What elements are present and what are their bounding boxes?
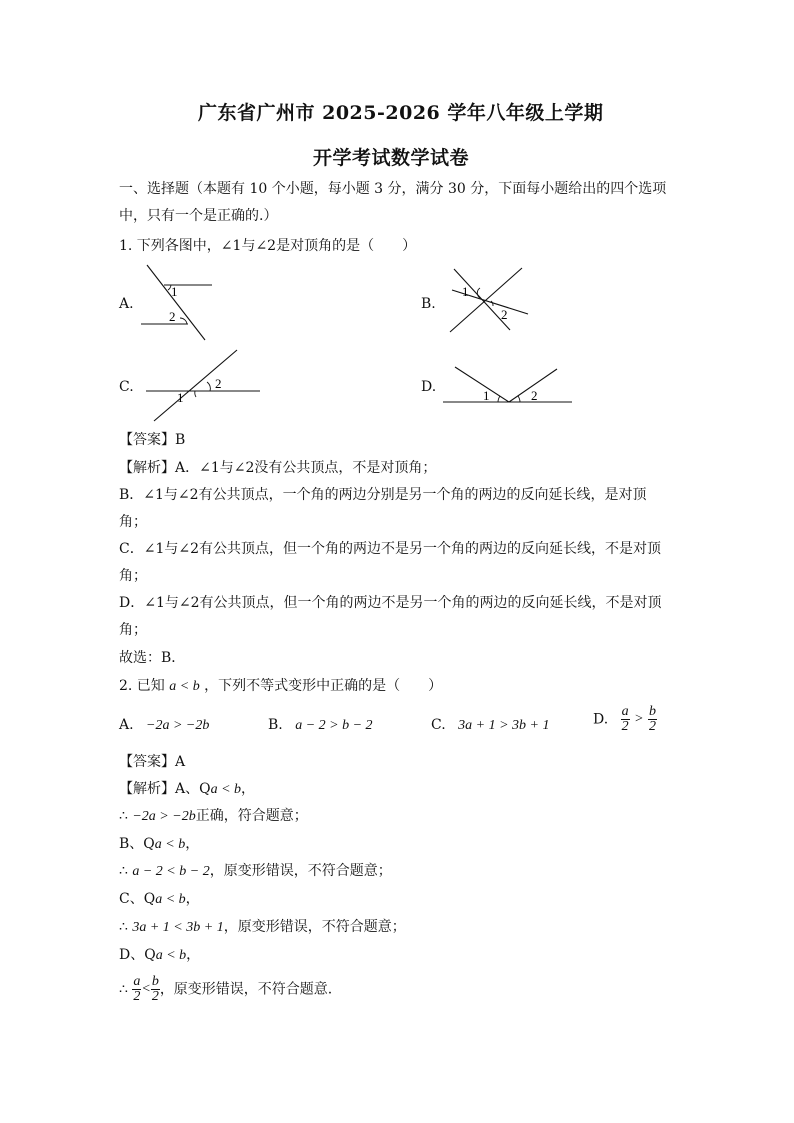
q2-option-d-label: D. — [593, 711, 609, 728]
q2-analysis-line — [119, 889, 200, 910]
q2-answer: 【答案】A — [119, 754, 186, 770]
title-line-1: 广东省广州市 2025-2026 学年八年级上学期 — [198, 102, 604, 124]
q2-option-d — [593, 705, 657, 734]
q2-option-b-math: a − 2 > b − 2 — [295, 718, 373, 733]
q1-analysis-line: D．∠1与∠2有公共顶点，但一个角的两边不是另一个角的两边的反向延长线，不是对顶 — [119, 595, 662, 611]
q1-a-angle-1-label: 1 — [171, 284, 178, 299]
q2-analysis-text: ∴ — [119, 981, 133, 998]
q2-analysis-text: ，原变形错误，不符合题意； — [223, 919, 406, 935]
q2-analysis-text: C、Q — [119, 891, 156, 907]
q2-option-d-frac-b — [648, 705, 657, 734]
q2-analysis-math: a < b — [155, 892, 186, 907]
q2-analysis-line — [119, 975, 332, 1004]
q2-analysis-text: 正确，符合题意； — [195, 808, 308, 824]
q1-b-angle-1-label: 1 — [462, 284, 469, 299]
q1-analysis-line: 角； — [119, 622, 147, 638]
q2-analysis-text: ，原变形错误，不符合题意； — [209, 863, 392, 879]
q2-option-b — [268, 715, 373, 736]
q1-d-angle-1-label: 1 — [483, 388, 490, 403]
q2-option-d-den-b: 2 — [649, 719, 656, 734]
q1-figure-c — [140, 346, 265, 426]
q2-analysis-text: B、Q — [119, 836, 155, 852]
q2-analysis-text: ， — [186, 947, 201, 963]
q1-figure-b — [440, 262, 540, 337]
section-heading-line-1: 一、选择题（本题有 10 个小题，每小题 3 分，满分 30 分，下面每小题给出的四个选项 — [119, 181, 667, 197]
q2-analysis-text: ∴ — [119, 919, 133, 935]
q2-analysis-line — [119, 917, 406, 938]
q2-option-c-math: 3a + 1 > 3b + 1 — [458, 718, 550, 733]
q1-option-a-label: A. — [119, 296, 134, 312]
q1-stem: 1. 下列各图中，∠1与∠2是对顶角的是（ ） — [119, 238, 417, 254]
q1-option-b-label: B. — [421, 296, 436, 312]
q2-analysis-text: ∴ — [119, 863, 133, 879]
q2-option-d-num-a: a — [621, 704, 629, 719]
q2-option-d-num-b: b — [649, 704, 656, 719]
q1-figure-d — [440, 360, 575, 408]
q1-analysis-line: 角； — [119, 514, 147, 530]
q1-d-angle-2-label: 2 — [531, 388, 538, 403]
q2-option-a-label: A. — [119, 717, 134, 733]
title-line-2: 开学考试数学试卷 — [313, 147, 470, 169]
q2-analysis-frac-b — [151, 975, 160, 1004]
section-heading-line-2: 中，只有一个是正确的.） — [119, 208, 278, 224]
q2-analysis-text: 【解析】A、Q — [119, 781, 211, 797]
q2-analysis-text: ， — [185, 836, 200, 852]
q2-analysis-den-a: 2 — [133, 989, 141, 1004]
q2-stem-math: a < b — [169, 679, 200, 694]
q2-stem-prefix: 2. 已知 — [119, 678, 165, 694]
q1-analysis-line: B．∠1与∠2有公共顶点，一个角的两边分别是另一个角的两边的反向延长线，是对顶 — [119, 487, 647, 503]
q2-analysis-math: 3a + 1 < 3b + 1 — [132, 920, 224, 935]
q1-analysis-line: 故选：B． — [119, 650, 186, 666]
q1-option-c-label: C. — [119, 379, 134, 395]
q2-analysis-text: ，原变形错误，不符合题意. — [159, 981, 333, 998]
q2-analysis-line — [119, 861, 392, 882]
q2-analysis-text: D、Q — [119, 947, 156, 963]
q1-answer: 【答案】B — [119, 432, 186, 448]
q1-b-angle-2-label: 2 — [501, 307, 508, 322]
q2-option-a — [119, 715, 209, 736]
q1-analysis-line: C．∠1与∠2有公共顶点，但一个角的两边不是另一个角的两边的反向延长线，不是对顶 — [119, 541, 661, 557]
q2-analysis-text: ∴ — [119, 808, 133, 824]
q2-analysis-math: a < b — [154, 837, 186, 852]
q2-analysis-math: a < b — [210, 782, 242, 797]
q2-analysis-op: < — [141, 981, 151, 997]
q2-analysis-math: −2a > −2b — [132, 809, 196, 824]
q2-option-b-label: B. — [268, 717, 283, 733]
q2-analysis-frac-a — [132, 975, 141, 1004]
q1-figure-a — [135, 260, 225, 344]
q2-analysis-num-a: a — [133, 974, 141, 989]
q1-option-d-label: D. — [421, 379, 437, 395]
q1-analysis-line: 【解析】A．∠1与∠2没有公共顶点，不是对顶角； — [119, 460, 437, 476]
q2-option-a-math: −2a > −2b — [146, 718, 210, 733]
q1-a-angle-2-label: 2 — [169, 309, 176, 324]
q2-analysis-line — [119, 806, 308, 827]
q2-option-d-op: > — [634, 711, 644, 727]
q2-analysis-math: a < b — [155, 948, 187, 963]
q1-c-angle-2-label: 2 — [215, 376, 222, 391]
q2-analysis-line — [119, 834, 199, 855]
q2-stem-suffix: ，下列不等式变形中正确的是（ ） — [204, 678, 443, 694]
q2-analysis-text: ， — [185, 891, 200, 907]
q2-analysis-line — [119, 779, 255, 800]
q2-option-c-label: C. — [431, 717, 446, 733]
q1-c-angle-1-label: 1 — [177, 390, 184, 405]
q2-stem — [119, 676, 442, 697]
q2-option-d-frac-a — [621, 705, 630, 734]
q2-option-c — [431, 715, 549, 736]
q2-option-d-den-a: 2 — [621, 719, 629, 734]
q2-analysis-num-b: b — [151, 974, 159, 989]
q2-analysis-den-b: 2 — [151, 989, 159, 1004]
q2-analysis-math: a − 2 < b − 2 — [132, 864, 210, 879]
q2-analysis-text: ， — [241, 781, 256, 797]
q2-analysis-line — [119, 945, 200, 966]
q1-analysis-line: 角； — [119, 568, 147, 584]
